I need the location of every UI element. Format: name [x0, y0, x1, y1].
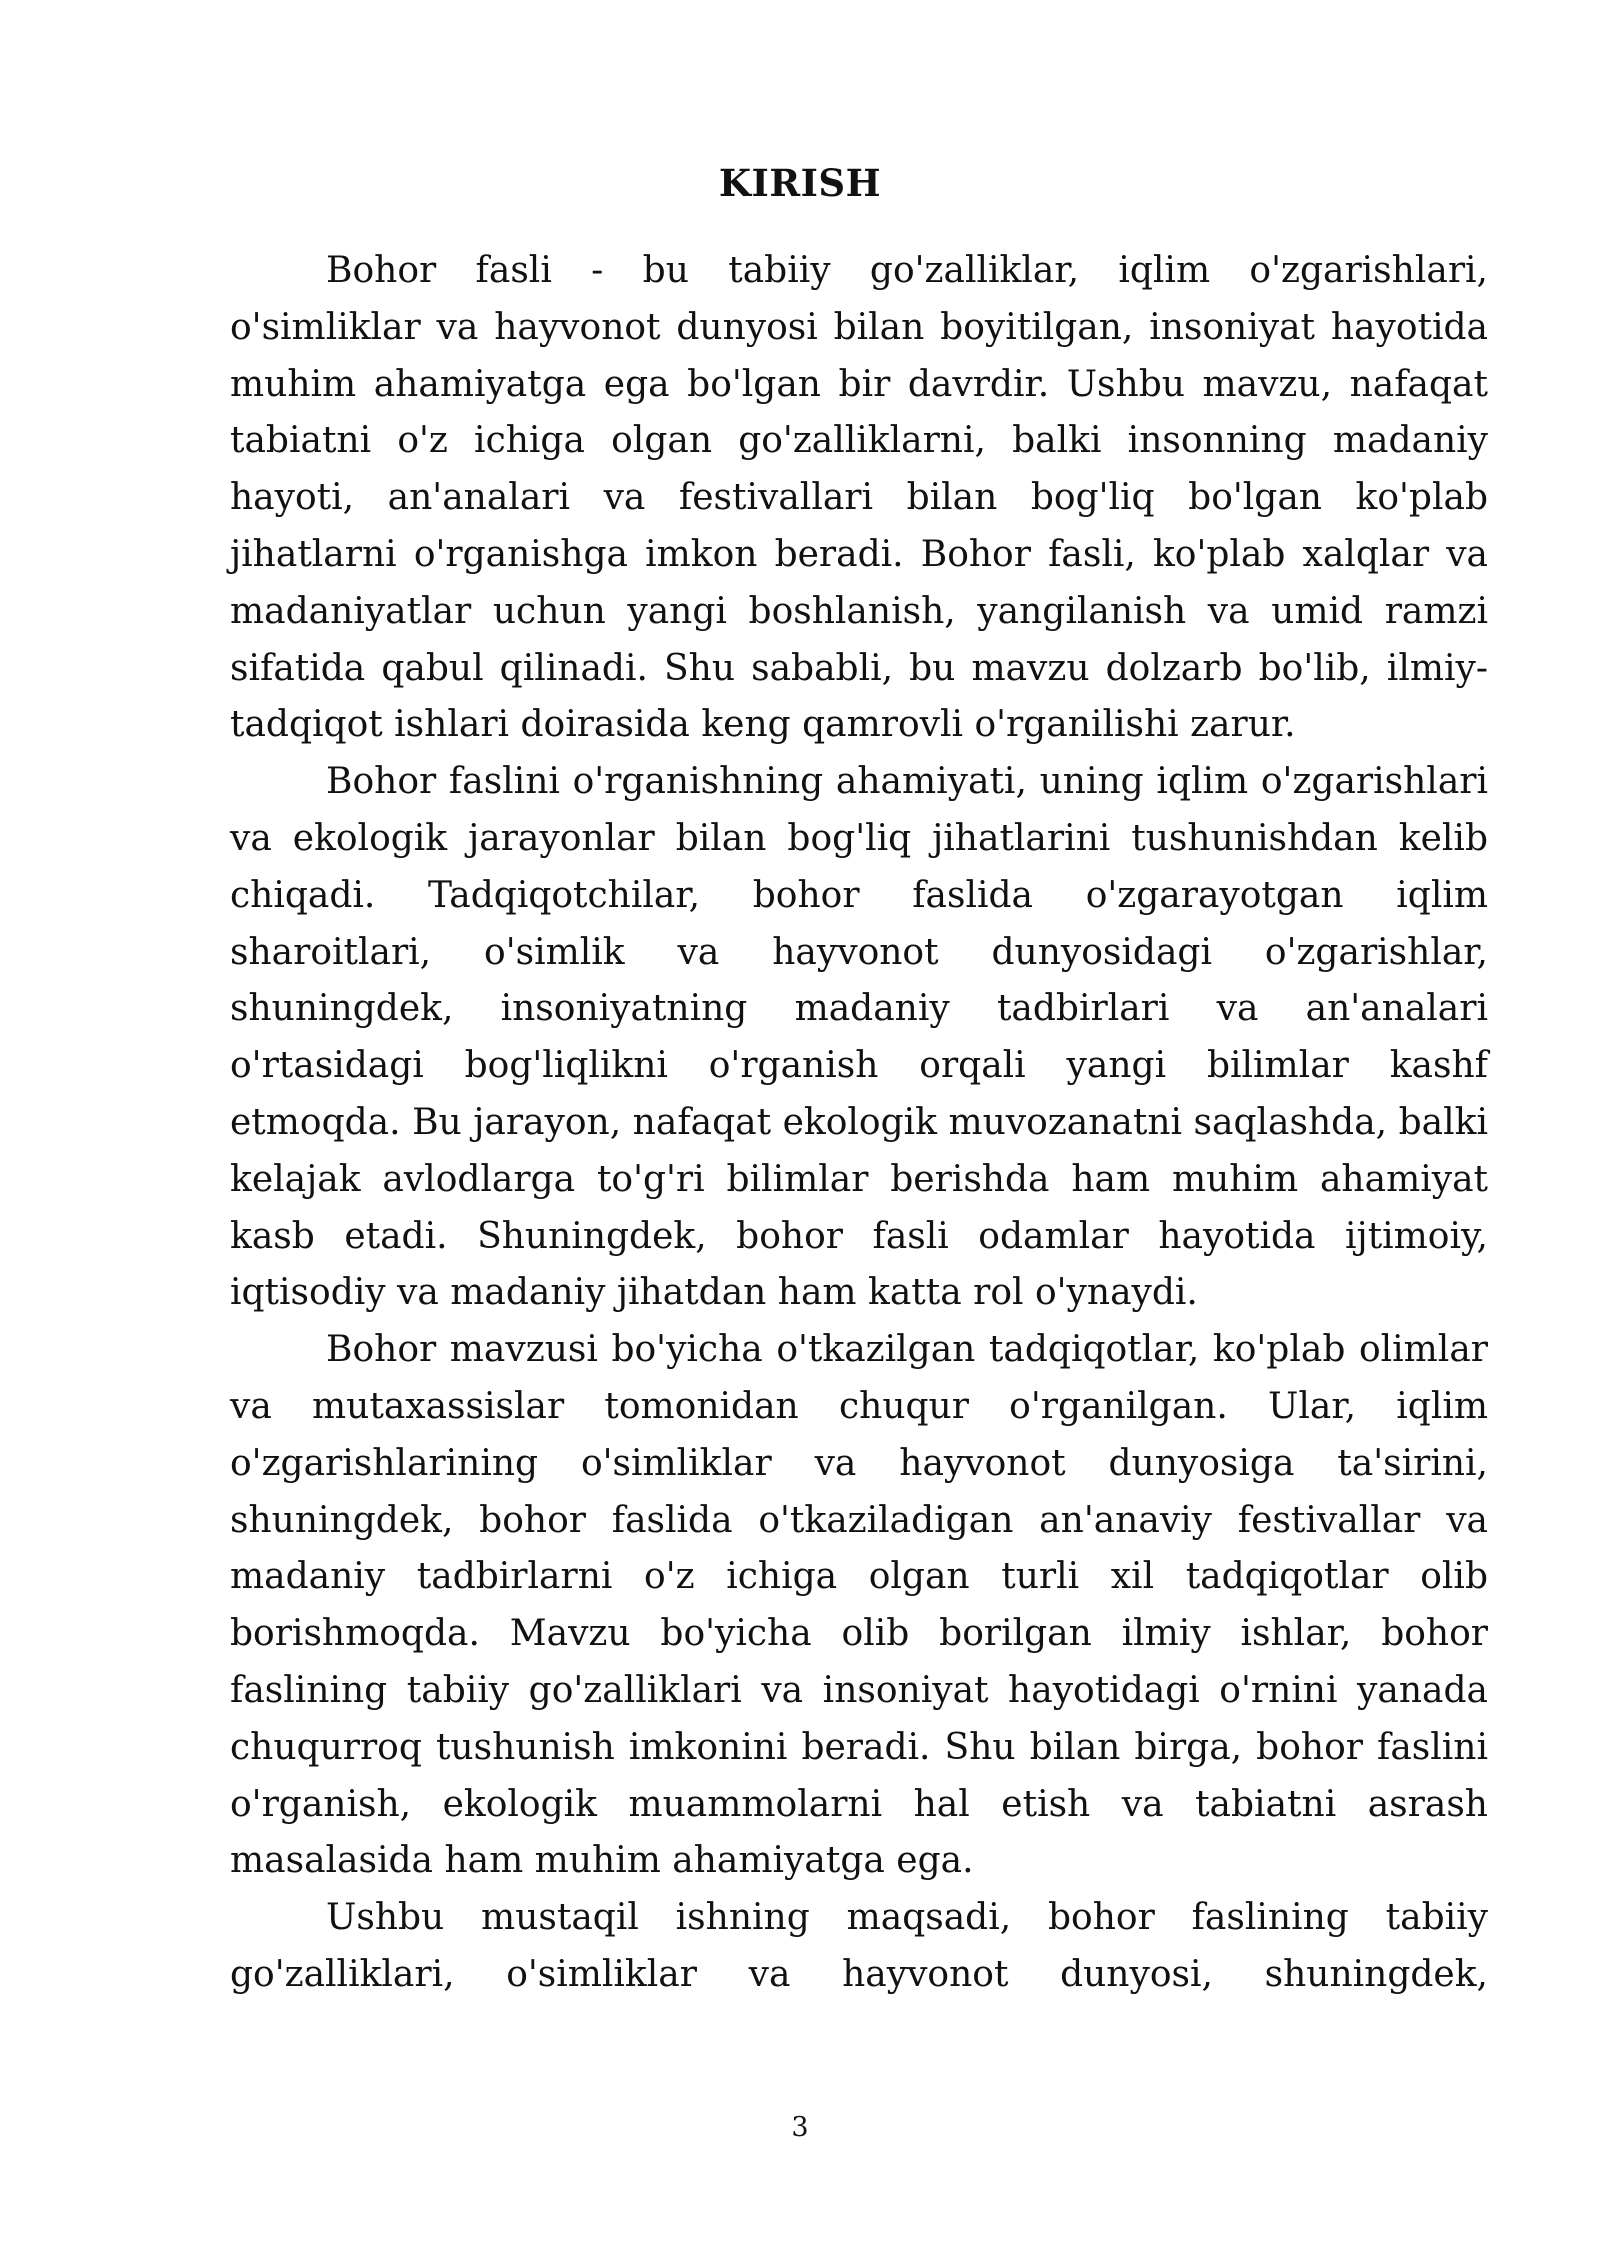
page-number: 3: [791, 2112, 809, 2143]
section-heading: KIRISH: [718, 161, 882, 205]
paragraph-1: Bohor fasli - bu tabiiy go'zalliklar, iqlim o'zgarishlari, o'simliklar va hayvonot dunyosi bilan boyitilgan, insoniyat hayotida muhim ahamiyatga ega bo'lgan bir davrdir. Ushbu mavzu, nafaqat tabiatni o'z ichiga olgan go'zalliklarni, balki insonning madaniy hayoti, an'analari va festivallari bilan bog'liq bo'lgan ko'plab jihatlarni o'rganishga imkon beradi. Bohor fasli, ko'plab xalqlar va madaniyatlar uchun yangi boshlanish, yangilanish va umid ramzi sifatida qabul qilinadi. Shu sababli, bu mavzu dolzarb bo'lib, ilmiy-tadqiqot ishlari doirasida keng qamrovli o'rganilishi zarur.: [230, 250, 1488, 746]
body-text: [230, 243, 1488, 2004]
paragraph-2: Bohor faslini o'rganishning ahamiyati, uning iqlim o'zgarishlari va ekologik jarayonlar bilan bog'liq jihatlarini tushunishdan kelib chiqadi. Tadqiqotchilar, bohor faslida o'zgarayotgan iqlim sharoitlari, o'simlik va hayvonot dunyosidagi o'zgarishlar, shuningdek, insoniyatning madaniy tadbirlari va an'analari o'rtasidagi bog'liqlikni o'rganish orqali yangi bilimlar kashf etmoqda. Bu jarayon, nafaqat ekologik muvozanatni saqlashda, balki kelajak avlodlarga to'g'ri bilimlar berishda ham muhim ahamiyat kasb etadi. Shuningdek, bohor fasli odamlar hayotida ijtimoiy, iqtisodiy va madaniy jihatdan ham katta rol o'ynaydi.: [230, 761, 1488, 1314]
paragraph-3: Bohor mavzusi bo'yicha o'tkazilgan tadqiqotlar, ko'plab olimlar va mutaxassislar tomonidan chuqur o'rganilgan. Ular, iqlim o'zgarishlarining o'simliklar va hayvonot dunyosiga ta'sirini, shuningdek, bohor faslida o'tkaziladigan an'anaviy festivallar va madaniy tadbirlarni o'z ichiga olgan turli xil tadqiqotlar olib borishmoqda. Mavzu bo'yicha olib borilgan ilmiy ishlar, bohor faslining tabiiy go'zalliklari va insoniyat hayotidagi o'rnini yanada chuqurroq tushunish imkonini beradi. Shu bilan birga, bohor faslini o'rganish, ekologik muammolarni hal etish va tabiatni asrash masalasida ham muhim ahamiyatga ega.: [230, 1329, 1488, 1882]
paragraph-4: Ushbu mustaqil ishning maqsadi, bohor faslining tabiiy go'zalliklari, o'simliklar va hayvonot dunyosi, shuningdek,: [230, 1897, 1488, 1995]
